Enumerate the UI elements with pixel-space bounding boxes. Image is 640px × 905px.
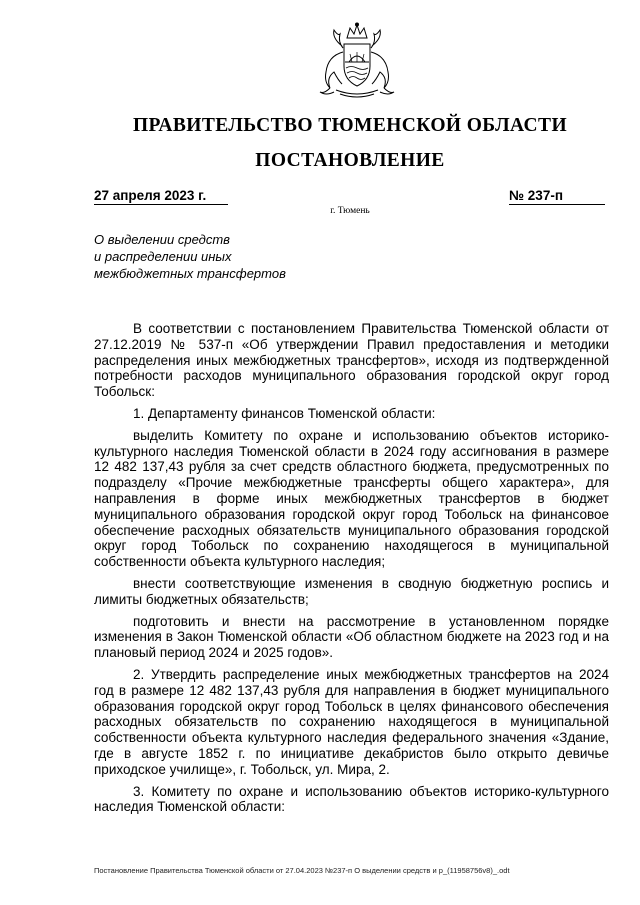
document-number: № 237-п xyxy=(509,188,605,205)
document-footer: Постановление Правительства Тюменской области от 27.04.2023 №237-п О выделении средств и р_(11958756v8)_.odt xyxy=(94,866,510,875)
subject-line: межбюджетных трансфертов xyxy=(94,266,286,281)
subject-line: О выделении средств xyxy=(94,232,230,247)
body-paragraph-item-2: 2. Утвердить распределение иных межбюджетных трансфертов на 2024 год в размере 12 482 137,43 рубля для направления в бюджет муниципального образования городской округ город Тобольск в целях финансового обеспечения расходных обязательств по сохранению находящегося в муниципальной собственности объекта культурного наследия федерального значения «Здание, где в августе 1852 г. по инициативе декабристов было открыто девичье приходское училище», г. Тобольск, ул. Мира, 2. xyxy=(94,666,609,777)
coat-of-arms-icon xyxy=(316,22,398,100)
document-subject xyxy=(94,231,374,282)
body-paragraph-item-3: 3. Комитету по охране и использованию объектов историко-культурного наследия Тюменской области: xyxy=(94,783,609,815)
document-city: г. Тюмень xyxy=(330,206,370,216)
body-paragraph: выделить Комитету по охране и использованию объектов историко-культурного наследия Тюменской области в 2024 году ассигнования в размере 12 482 137,43 рубля за счет средств областного бюджета, предусмотренных по подразделу «Прочие межбюджетные трансферты общего характера», для направления в форме иных межбюджетных трансфертов в бюджет муниципального образования городской округ город Тобольск на финансовое обеспечение расходных обязательств муниципального образования городской округ город Тобольск по сохранению находящегося в муниципальной собственности объекта культурного наследия; xyxy=(94,427,609,570)
document-body xyxy=(94,321,609,821)
document-date: 27 апреля 2023 г. xyxy=(94,188,228,205)
body-paragraph-preamble: В соответствии с постановлением Правительства Тюменской области от 27.12.2019 № 537-п «Об утверждении Правил предоставления и методики распределения иных межбюджетных трансфертов», исходя из подтвержденной потребности расходов муниципального образования городской округ город Тобольск: xyxy=(94,321,609,400)
subject-line: и распределении иных xyxy=(94,249,232,264)
body-paragraph-item-1: 1. Департаменту финансов Тюменской области: xyxy=(133,405,436,421)
document-kind: ПОСТАНОВЛЕНИЕ xyxy=(255,150,445,171)
body-paragraph: подготовить и внести на рассмотрение в установленном порядке изменения в Закон Тюменской области «Об областном бюджете на 2023 год и на плановый период 2024 и 2025 годов». xyxy=(94,613,609,661)
government-name: ПРАВИТЕЛЬСТВО ТЮМЕНСКОЙ ОБЛАСТИ xyxy=(132,115,568,136)
body-paragraph: внести соответствующие изменения в сводную бюджетную роспись и лимиты бюджетных обязательств; xyxy=(94,575,609,607)
